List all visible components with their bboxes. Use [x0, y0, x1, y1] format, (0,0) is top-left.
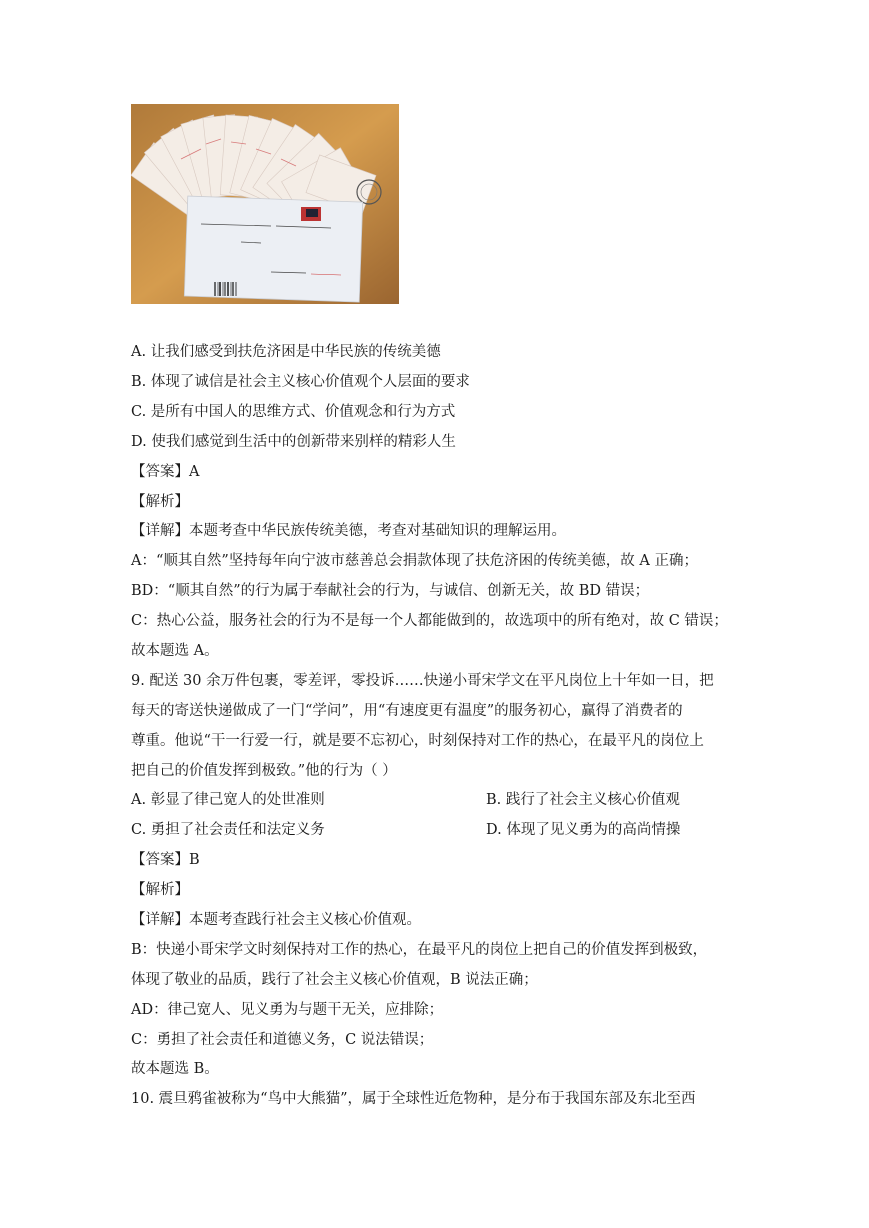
q8-detail-line: BD：“顺其自然”的行为属于奉献社会的行为，与诚信、创新无关，故 BD 错误；: [131, 583, 650, 599]
q8-option-b: B. 体现了诚信是社会主义核心价值观个人层面的要求: [131, 374, 470, 390]
q9-stem-line: 9. 配送 30 余万件包裹，零差评，零投诉……快递小哥宋学文在平凡岗位上十年如一日，把: [131, 673, 714, 689]
envelope-with-receipts-photo: [131, 104, 399, 304]
q8-detail-line: C：热心公益，服务社会的行为不是每一个人都能做到的，故选项中的所有绝对，故 C 错误；: [131, 613, 728, 629]
q8-detail-line: 故本题选 A。: [131, 643, 219, 659]
q9-detail-line: C：勇担了社会责任和道德义务，C 说法错误；: [131, 1032, 434, 1048]
q8-option-c: C. 是所有中国人的思维方式、价值观念和行为方式: [131, 404, 456, 420]
q8-detail-line: A：“顺其自然”坚持每年向宁波市慈善总会捐款体现了扶危济困的传统美德，故 A 正确；: [131, 553, 698, 569]
q9-stem-line: 尊重。他说“干一行爱一行，就是要不忘初心，时刻保持对工作的热心，在最平凡的岗位上: [131, 733, 704, 749]
q8-detail-line: 【详解】本题考查中华民族传统美德，考查对基础知识的理解运用。: [131, 523, 566, 539]
q9-stem-line: 每天的寄送快递做成了一门“学问”，用“有速度更有温度”的服务初心，赢得了消费者的: [131, 703, 683, 719]
q9-detail-line: 故本题选 B。: [131, 1061, 219, 1077]
q8-answer: 【答案】A: [131, 464, 200, 480]
q9-answer: 【答案】B: [131, 852, 200, 868]
q9-option-c: C. 勇担了社会责任和法定义务: [131, 822, 325, 838]
q9-detail-line: 【详解】本题考查践行社会主义核心价值观。: [131, 912, 421, 928]
q9-option-b: B. 践行了社会主义核心价值观: [486, 792, 680, 808]
receipts-photo-illustration: [131, 104, 399, 304]
q9-detail-line: 体现了敬业的品质，践行了社会主义核心价值观，B 说法正确；: [131, 972, 538, 988]
q9-option-a: A. 彰显了律己宽人的处世准则: [131, 792, 325, 808]
q9-analysis-label: 【解析】: [131, 882, 189, 898]
q9-stem-line: 把自己的价值发挥到极致。”他的行为（ ）: [131, 763, 397, 779]
q8-option-d: D. 使我们感觉到生活中的创新带来别样的精彩人生: [131, 434, 456, 450]
q10-stem-line: 10. 震旦鸦雀被称为“鸟中大熊猫”，属于全球性近危物种，是分布于我国东部及东北至西: [131, 1091, 696, 1107]
q9-detail-line: B：快递小哥宋学文时刻保持对工作的热心，在最平凡的岗位上把自己的价值发挥到极致，: [131, 942, 708, 958]
q9-option-d: D. 体现了见义勇为的高尚情操: [486, 822, 681, 838]
q9-detail-line: AD：律己宽人、见义勇为与题干无关，应排除；: [131, 1002, 444, 1018]
q8-option-a: A. 让我们感受到扶危济困是中华民族的传统美德: [131, 344, 441, 360]
q8-analysis-label: 【解析】: [131, 494, 189, 510]
